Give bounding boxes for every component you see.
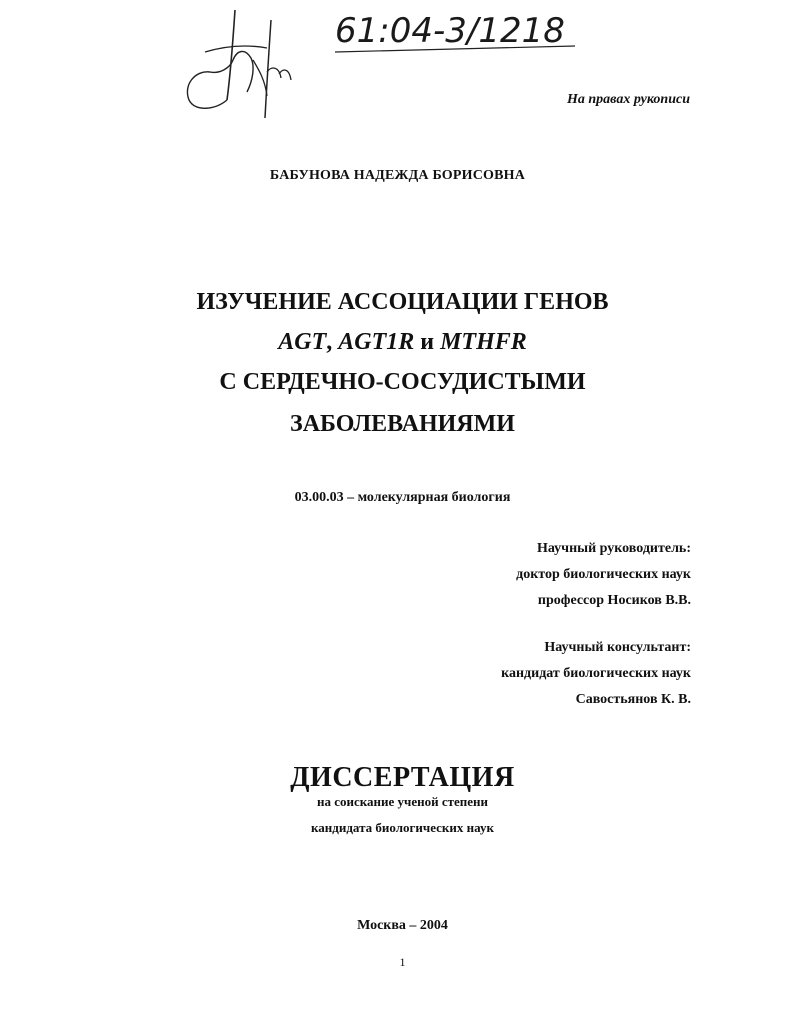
consultant-name: Савостьянов К. В. xyxy=(575,692,691,707)
consultant-degree: кандидат биологических наук xyxy=(501,666,691,681)
specialty-code: 03.00.03 – молекулярная биология xyxy=(294,490,511,505)
handwritten-code: 61:04-3/1218 xyxy=(335,11,565,51)
dissertation-heading: ДИССЕРТАЦИЯ xyxy=(290,762,515,793)
supervisor-block xyxy=(516,536,691,614)
supervisor-label: Научный руководитель: xyxy=(537,541,691,556)
title-separator: , xyxy=(326,329,339,355)
title-line-1: ИЗУЧЕНИЕ АССОЦИАЦИИ ГЕНОВ xyxy=(196,289,609,315)
handwritten-signature-icon xyxy=(175,0,595,130)
title-line-3: С СЕРДЕЧНО-СОСУДИСТЫМИ xyxy=(219,369,586,395)
dissertation-line-1: на соискание ученой степени xyxy=(316,794,489,809)
gene-agt1r: AGT1R xyxy=(338,329,415,355)
title-conjunction: и xyxy=(414,329,441,355)
title-line-2 xyxy=(0,328,795,356)
author-name: БАБУНОВА НАДЕЖДА БОРИСОВНА xyxy=(269,168,526,183)
gene-mthfr: MTHFR xyxy=(440,329,527,355)
rights-note: На правах рукописи xyxy=(567,92,690,107)
supervisor-degree: доктор биологических наук xyxy=(516,567,691,582)
gene-agt: AGT xyxy=(278,329,327,355)
title-line-4: ЗАБОЛЕВАНИЯМИ xyxy=(290,411,515,437)
supervisor-name: профессор Носиков В.В. xyxy=(537,593,691,608)
page-number: 1 xyxy=(399,955,406,969)
city-year: Москва – 2004 xyxy=(357,918,448,933)
dissertation-line-2: кандидата биологических наук xyxy=(311,820,494,835)
consultant-block xyxy=(501,635,691,713)
consultant-label: Научный консультант: xyxy=(544,640,691,655)
